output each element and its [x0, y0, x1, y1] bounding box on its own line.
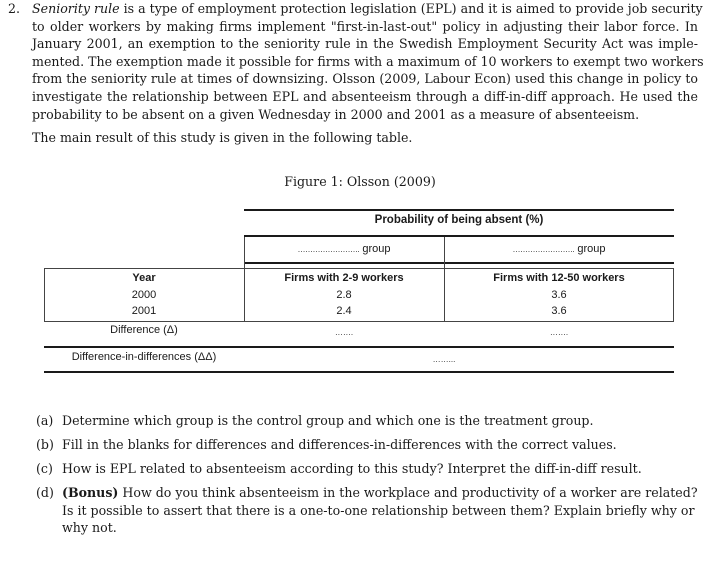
grid-bottom-line [44, 321, 674, 322]
group-word-2: group [577, 243, 606, 255]
difference-blank-1: ……. [334, 328, 354, 337]
subquestion-a-text: Determine which group is the control group and which one is the treatment group. [62, 413, 594, 428]
main-result-text: The main result of this study is given in the following table. [32, 130, 413, 145]
subquestion-b-text: Fill in the blanks for differences and differences-in-differences with the correct values. [62, 437, 617, 452]
subquestion-b-label: (b) [36, 437, 54, 452]
paragraph-line-7: probability to be absent on a given Wednesday in 2000 and 2001 as a measure of absenteeism. [32, 106, 640, 122]
group-blank-1: ……………………. [297, 245, 360, 254]
figure-caption: Figure 1: Olsson (2009) [284, 174, 436, 189]
paragraph-line-4: mented. The exemption made it possible for firms with a maximum of 10 workers to exempt two workers [32, 53, 704, 69]
difference-blank-2: ……. [549, 328, 569, 337]
paragraph-line-1: Seniority rule is a type of employment protection legislation (EPL) and it is aimed to provide job security [32, 1, 703, 16]
did-label: Difference-in-differences (ΔΔ) [71, 351, 217, 363]
row-2000-col2: 3.6 [551, 289, 567, 301]
col2-header: Firms with 12-50 workers [493, 272, 625, 284]
row-2001-year: 2001 [131, 305, 157, 317]
table-title: Probability of being absent (%) [374, 214, 544, 226]
title-underline [244, 235, 674, 237]
col1-header: Firms with 2-9 workers [284, 272, 404, 284]
group-blank-2: ……………………. [512, 245, 575, 254]
did-bottom-rule [44, 371, 674, 373]
row-2001-col1: 2.4 [336, 305, 352, 317]
subquestion-c-text: How is EPL related to absenteeism according to this study? Interpret the diff-in-diff result. [62, 461, 642, 476]
paragraph-line-3: January 2001, an exemption to the seniority rule in the Swedish Employment Security Act was imple- [32, 36, 698, 52]
group-word-1: group [362, 243, 391, 255]
subquestion-d-line-2: Is it possible to assert that there is a one-to-one relationship between them? Explain briefly why or [62, 502, 695, 518]
grid-top-line [44, 268, 674, 269]
seniority-rule-term: Seniority rule [32, 1, 120, 16]
paragraph-line-5: from the seniority rule at times of downsizing. Olsson (2009, Labour Econ) used this change in policy to [32, 71, 698, 87]
year-header: Year [132, 272, 156, 284]
subquestion-c-label: (c) [36, 461, 53, 476]
group-row-rule [244, 262, 674, 264]
subquestion-a-label: (a) [36, 413, 54, 428]
subquestion-d-line-3: why not. [62, 520, 117, 536]
row-2000-year: 2000 [131, 289, 157, 301]
question-number: 2. [8, 1, 21, 16]
paragraph-line-2: to older workers by making firms implement "first-in-last-out" policy in adjusting their labor force. In [32, 18, 698, 34]
bonus-label: (Bonus) [62, 485, 119, 500]
did-blank: ……... [432, 355, 456, 364]
did-top-rule [44, 346, 674, 348]
group-label-1 [244, 243, 444, 255]
subquestion-d-label: (d) [36, 485, 54, 500]
group-label-2 [444, 243, 674, 255]
paragraph-line-6: investigate the relationship between EPL and absenteeism through a diff-in-diff approach. He used the [32, 89, 698, 104]
difference-label: Difference (Δ) [110, 324, 178, 336]
table-top-rule [244, 209, 674, 211]
row-2000-col1: 2.8 [336, 289, 352, 301]
subquestion-d-line-1: (Bonus) How do you think absenteeism in the workplace and productivity of a worker are related? [62, 485, 698, 500]
row-2001-col2: 3.6 [551, 305, 567, 317]
